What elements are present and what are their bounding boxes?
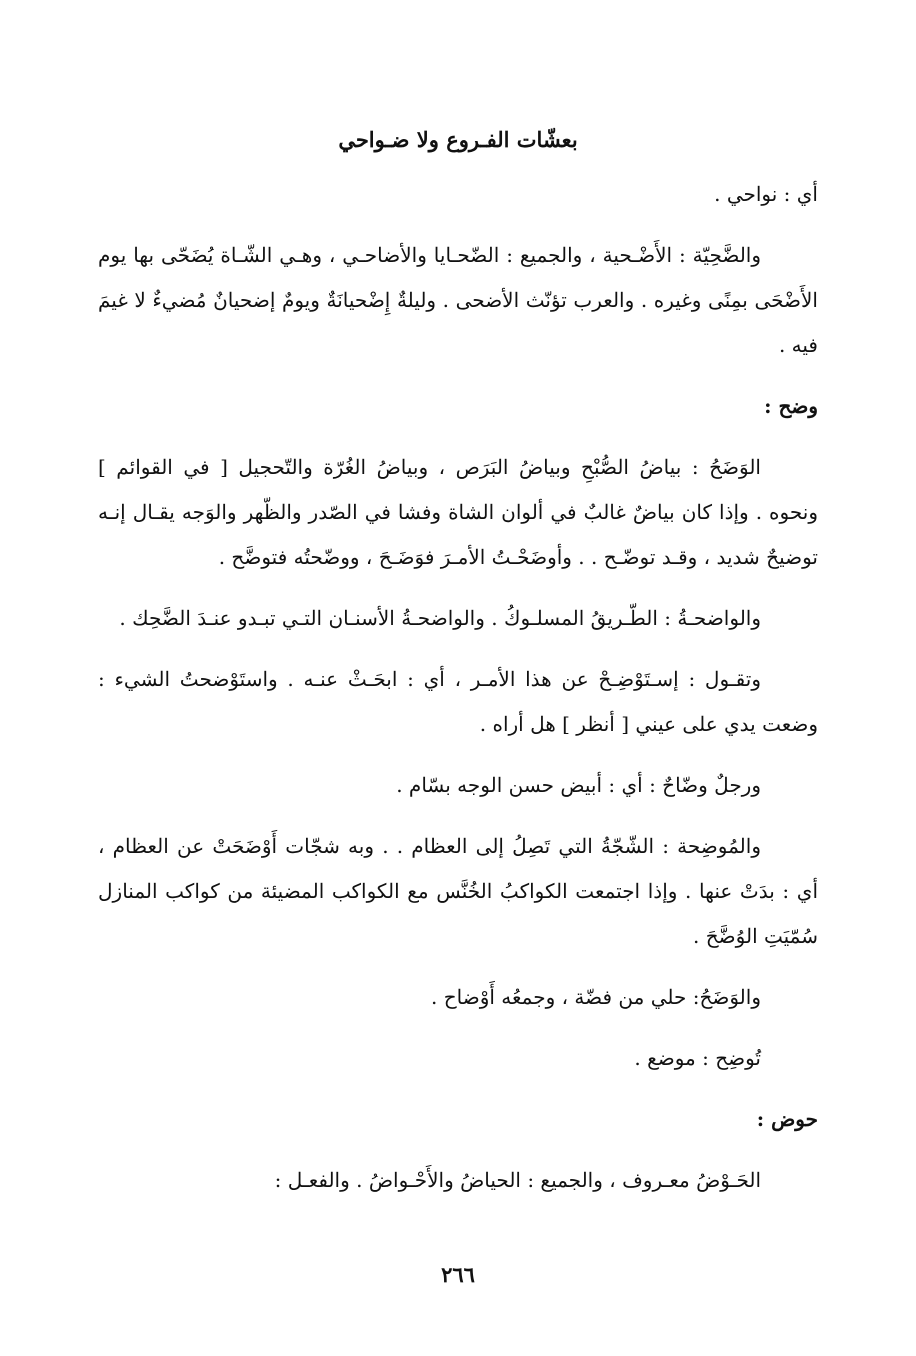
paragraph-10: الحَـوْضُ معـروف ، والجميع : الحياضُ والأَحْـواضُ . والفعـل : xyxy=(274,1168,761,1192)
paragraph-2: والضَّحِيّة : الأَضْـحية ، والجميع : الضّحـايا والأضاحـي ، وهـي الشّـاة يُضَحّى بها يوم الأَضْحَى بمِنًى وغيره . والعرب تؤنّث الأضحى . وليلةٌ إِضْحيانَةٌ ويومٌ إضحيانٌ مُضيءٌ لا غيمَ فيه . xyxy=(98,243,818,357)
paragraph-6: ورجلٌ وضّاحٌ : أي : أبيض حسن الوجه بسّام . xyxy=(396,773,761,797)
entry-heading-wadah: وضح : xyxy=(764,394,818,418)
paragraph-9: تُوضِح : موضع . xyxy=(634,1046,761,1070)
paragraph-1: أي : نواحي . xyxy=(714,182,818,206)
paragraph-8: والوَضَحُ: حلي من فضّة ، وجمعُه أَوْضاح . xyxy=(431,985,761,1009)
page-content xyxy=(98,172,818,1219)
paragraph-7: والمُوضِحة : الشّجّةُ التي تَصِلُ إلى العظام . . وبه شجّات أَوْضَحَتْ عن العظام ، أي : بدَتْ عنها . وإذا اجتمعت الكواكبُ الخُنَّس مع الكواكب المضيئة من كواكب المنازل سُمّيَتِ الوُضَّحَ . xyxy=(98,834,818,948)
running-title: بعشّات الفـروع ولا ضـواحي xyxy=(338,127,578,152)
page-number: ٢٦٦ xyxy=(441,1262,475,1287)
paragraph-4: والواضحـةُ : الطّـريقُ المسلـوكُ . والواضحـةُ الأسنـان التـي تبـدو عنـدَ الضَّحِك . xyxy=(119,606,761,630)
entry-heading-hawd: حوض : xyxy=(756,1107,818,1131)
paragraph-5: وتقـول : إسـتَوْضِـحْ عن هذا الأمـر ، أي : ابحَـثْ عنـه . واستَوْضحتُ الشيء : وضعت يدي على عيني [ أنظر ] هل أراه . xyxy=(98,667,818,736)
paragraph-3: الوَضَحُ : بياضُ الصُّبْحِ وبياضُ البَرَص ، وبياضُ الغُرّة والتّحجيل [ في القوائم ] ونحوه . وإذا كان بياضٌ غالبٌ في ألوان الشاة وفشا في الصّدر والظّهر والوَجه يقـال إنـه توضيحٌ شديد ، وقـد توضّـح . . وأوضَحْـتُ الأمـرَ فوَضَـحَ ، ووضّحتُه فتوضَّح . xyxy=(98,455,818,569)
